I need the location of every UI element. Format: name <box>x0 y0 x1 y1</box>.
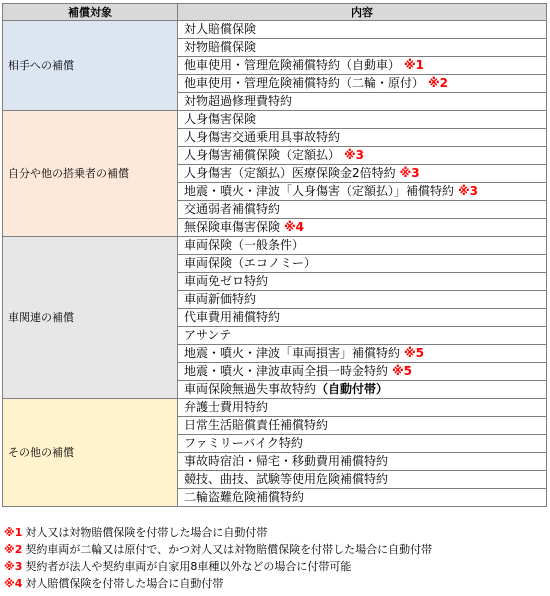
coverage-item-cell <box>178 129 547 147</box>
auto-attached-label: （自動付帯） <box>316 382 389 396</box>
coverage-item-cell <box>178 75 547 93</box>
footnote-mark: ※3 <box>344 148 365 162</box>
coverage-item-text: 人身傷害補償保険（定額払） <box>184 148 341 162</box>
coverage-item-cell <box>178 453 547 471</box>
footnote-mark: ※4 <box>4 577 23 590</box>
footnote-text: 契約車両が二輪又は原付で、かつ対人又は対物賠償保険を付帯した場合に自動付帯 <box>25 543 433 556</box>
coverage-item-cell <box>178 381 547 399</box>
coverage-item-cell <box>178 237 547 255</box>
coverage-item-text: 対物賠償保険 <box>184 40 257 54</box>
coverage-item-text: 人身傷害交通乗用具事故特約 <box>184 130 341 144</box>
coverage-item-text: 地震・噴火・津波車両全損一時金特約 <box>184 364 389 378</box>
coverage-item-text: 車両免ゼロ特約 <box>184 274 269 288</box>
coverage-item-text: 他車使用・管理危険補償特約（二輪・原付） <box>184 76 425 90</box>
header-contents: 内容 <box>178 4 547 21</box>
coverage-item-text: 二輪盗難危険補償特約 <box>184 490 305 504</box>
footnote-line <box>4 558 432 575</box>
footnote-mark: ※3 <box>458 184 479 198</box>
footnote-line <box>4 541 432 558</box>
coverage-item-text: 弁護士費用特約 <box>184 400 269 414</box>
coverage-item-text: 対人賠償保険 <box>184 22 257 36</box>
coverage-item-cell <box>178 471 547 489</box>
coverage-item-text: 他車使用・管理危険補償特約（自動車） <box>184 58 401 72</box>
table-header-row <box>3 4 547 21</box>
coverage-item-cell <box>178 147 547 165</box>
coverage-item-cell <box>178 111 547 129</box>
coverage-item-cell <box>178 93 547 111</box>
coverage-item-cell <box>178 165 547 183</box>
coverage-item-cell <box>178 219 547 237</box>
footnote-mark: ※5 <box>392 364 413 378</box>
coverage-item-text: 地震・噴火・津波「人身傷害（定額払）」補償特約 <box>184 184 455 198</box>
table-row <box>3 399 547 417</box>
footnote-text: 契約者が法人や契約車両が自家用8車種以外などの場合に付帯可能 <box>25 560 352 573</box>
coverage-item-cell <box>178 39 547 57</box>
coverage-item-text: 交通弱者補償特約 <box>184 202 281 216</box>
table-row <box>3 111 547 129</box>
footnotes <box>4 524 432 592</box>
footnote-mark: ※1 <box>4 526 23 539</box>
table-row <box>3 21 547 39</box>
coverage-item-cell <box>178 57 547 75</box>
coverage-item-cell <box>178 201 547 219</box>
coverage-item-text: 人身傷害保険 <box>184 112 257 126</box>
category-cell: 車関連の補償 <box>3 237 178 399</box>
coverage-item-cell <box>178 309 547 327</box>
coverage-item-text: 競技、曲技、試験等使用危険補償特約 <box>184 472 389 486</box>
coverage-item-text: 日常生活賠償責任補償特約 <box>184 418 329 432</box>
coverage-item-text: 車両保険無過失事故特約 <box>184 382 317 396</box>
coverage-item-cell <box>178 417 547 435</box>
coverage-item-text: ファミリーバイク特約 <box>184 436 303 450</box>
header-coverage-target: 補償対象 <box>3 4 178 21</box>
coverage-item-cell <box>178 345 547 363</box>
footnote-mark: ※1 <box>404 58 425 72</box>
coverage-item-cell <box>178 21 547 39</box>
coverage-item-cell <box>178 327 547 345</box>
coverage-item-text: 対物超過修理費特約 <box>184 94 293 108</box>
coverage-item-text: 代車費用補償特約 <box>184 310 281 324</box>
footnote-mark: ※2 <box>428 76 449 90</box>
category-cell: 自分や他の搭乗者の補償 <box>3 111 178 237</box>
coverage-item-text: 事故時宿泊・帰宅・移動費用補償特約 <box>184 454 389 468</box>
footnote-line <box>4 575 432 592</box>
coverage-item-cell <box>178 183 547 201</box>
category-cell: 相手への補償 <box>3 21 178 111</box>
table-row <box>3 237 547 255</box>
footnote-mark: ※2 <box>4 543 23 556</box>
coverage-item-cell <box>178 489 547 507</box>
coverage-table <box>2 3 547 507</box>
footnote-mark: ※5 <box>404 346 425 360</box>
coverage-item-cell <box>178 291 547 309</box>
coverage-item-cell <box>178 273 547 291</box>
coverage-item-cell <box>178 435 547 453</box>
footnote-text: 対人賠償保険を付帯した場合に自動付帯 <box>25 577 224 590</box>
footnote-line <box>4 524 432 541</box>
coverage-item-text: アサンテ <box>184 328 232 342</box>
coverage-item-text: 無保険車傷害保険 <box>184 220 281 234</box>
coverage-item-cell <box>178 363 547 381</box>
coverage-item-cell <box>178 255 547 273</box>
coverage-table-body <box>3 21 547 507</box>
footnote-mark: ※4 <box>284 220 305 234</box>
coverage-item-text: 地震・噴火・津波「車両損害」補償特約 <box>184 346 401 360</box>
coverage-item-cell <box>178 399 547 417</box>
coverage-item-text: 車両保険（エコノミー） <box>184 256 317 270</box>
coverage-item-text: 車両新価特約 <box>184 292 257 306</box>
footnote-mark: ※3 <box>399 166 420 180</box>
footnote-text: 対人又は対物賠償保険を付帯した場合に自動付帯 <box>25 526 268 539</box>
coverage-item-text: 車両保険（一般条件） <box>184 238 305 252</box>
footnote-mark: ※3 <box>4 560 23 573</box>
coverage-item-text: 人身傷害（定額払）医療保険金2倍特約 <box>184 166 396 180</box>
category-cell: その他の補償 <box>3 399 178 507</box>
